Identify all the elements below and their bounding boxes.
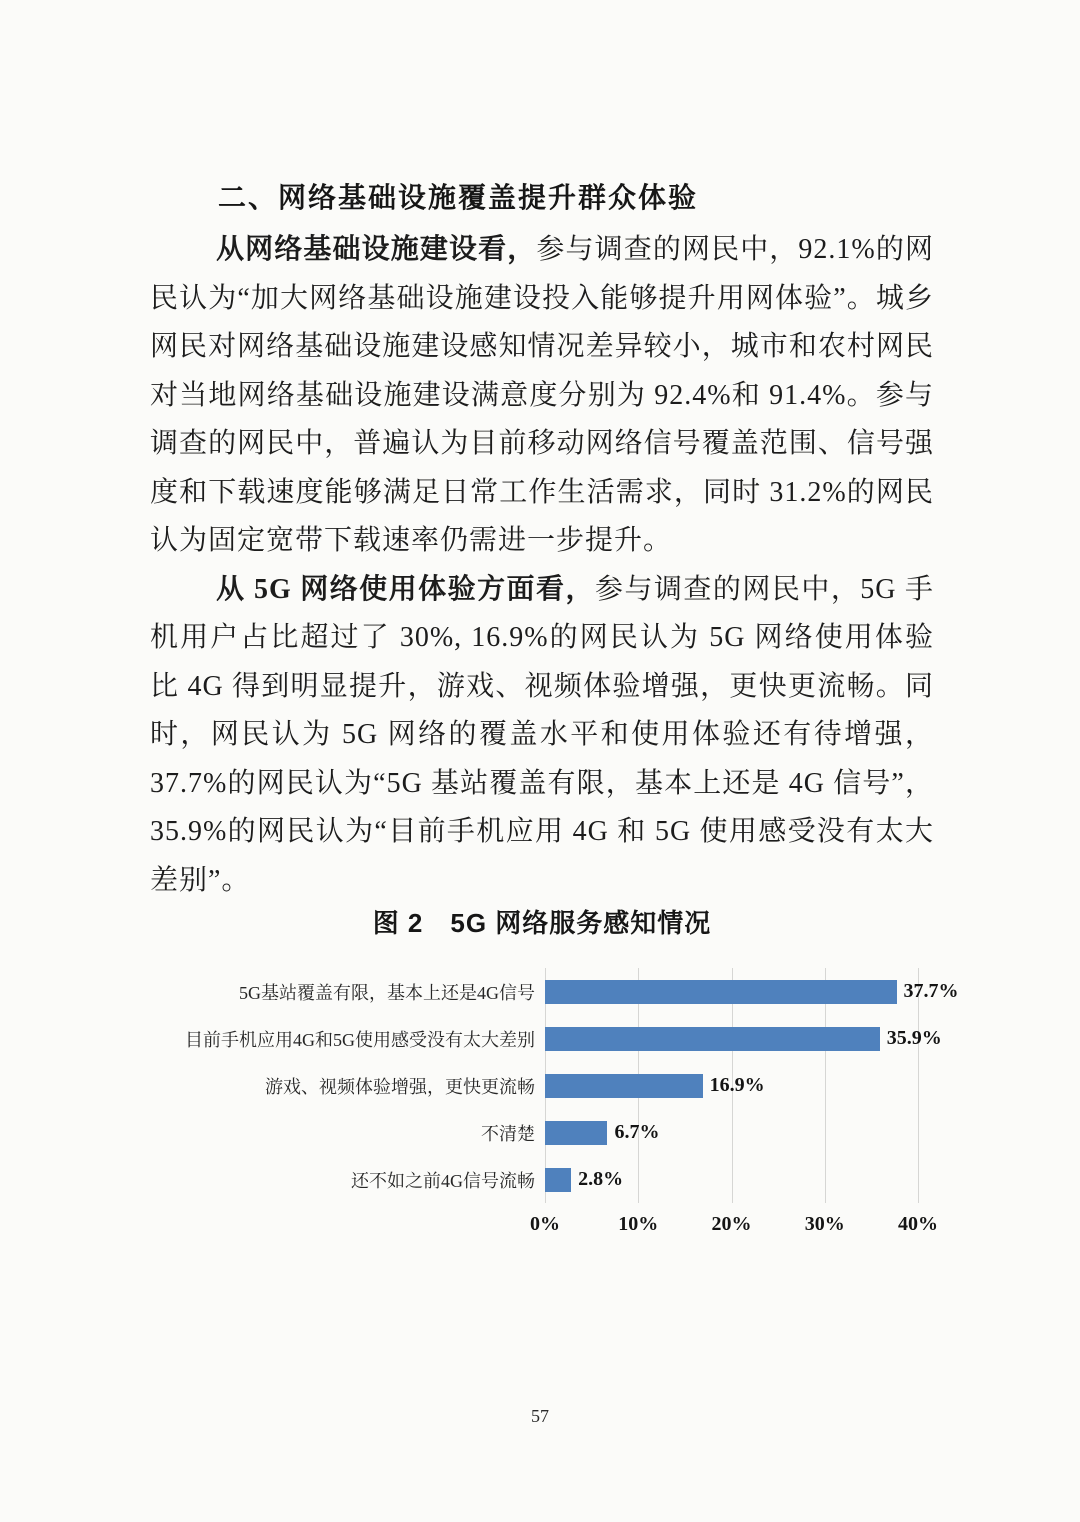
paragraph-lead: 从网络基础设施建设看， (216, 234, 537, 265)
chart-bar-track (545, 1015, 942, 1062)
chart-bar (545, 980, 897, 1004)
chart-x-tick: 30% (804, 1213, 845, 1235)
chart-category-label: 游戏、视频体验增强，更快更流畅 (265, 1076, 535, 1097)
chart-row (170, 968, 1030, 1015)
paragraph-body: 参与调查的网民中，92.1%的网民认为“加大网络基础设施建设投入能够提升用网体验”。城乡网民对网络基础设施建设感知情况差异较小，城市和农村网民对当地网络基础设施建设满意度分别为 92.4%和 91.4%。参与调查的网民中，普遍认为目前移动网络信号覆盖范围、信号强度和下载速度能够满足日常工作生活需求，同时 31.2%的网民认为固定宽带下载速率仍需进一步提升。 (150, 234, 934, 556)
chart-value-label: 37.7% (903, 980, 959, 1002)
paragraph-network-infrastructure (150, 226, 934, 566)
chart-category-label: 不清楚 (481, 1123, 535, 1144)
chart-bar (545, 1074, 703, 1098)
chart-x-tick: 10% (618, 1213, 659, 1235)
chart-rows (170, 968, 1030, 1203)
chart-bar-track (545, 968, 959, 1015)
chart-category-label: 还不如之前4G信号流畅 (351, 1170, 535, 1191)
bar-chart-5g-perception (170, 968, 1030, 1239)
page-number: 57 (531, 1406, 549, 1426)
chart-x-axis (530, 1213, 938, 1239)
chart-bar-track (545, 1156, 918, 1203)
chart-value-label: 2.8% (578, 1168, 624, 1190)
chart-value-label: 35.9% (886, 1027, 942, 1049)
chart-bar-track (545, 1109, 918, 1156)
body-text (150, 226, 934, 905)
chart-x-tick: 40% (898, 1213, 938, 1235)
chart-bar (545, 1121, 607, 1145)
chart-bar (545, 1168, 571, 1192)
chart-x-tick: 20% (711, 1213, 752, 1235)
chart-row (170, 1109, 1030, 1156)
chart-bar-track (545, 1062, 918, 1109)
chart-category-label: 目前手机应用4G和5G使用感受没有太大差别 (185, 1029, 535, 1050)
chart-x-tick: 0% (530, 1213, 560, 1235)
section-heading: 二、网络基础设施覆盖提升群众体验 (218, 182, 699, 213)
paragraph-body: 参与调查的网民中，5G 手机用户占比超过了 30%, 16.9%的网民认为 5G 网络使用体验比 4G 得到明显提升，游戏、视频体验增强，更快更流畅。同时，网民认为 5G 网络的覆盖水平和使用体验还有待增强，37.7%的网民认为“5G 基站覆盖有限，基本上还是 4G 信号”，35.9%的网民认为“目前手机应用 4G 和 5G 使用感受没有太大差别”。 (150, 573, 934, 896)
chart-row (170, 1015, 1030, 1062)
paragraph-lead: 从 5G 网络使用体验方面看， (216, 573, 595, 605)
chart-row (170, 1062, 1030, 1109)
chart-category-label: 5G基站覆盖有限，基本上还是4G信号 (239, 982, 535, 1003)
figure-caption: 图 2 5G 网络服务感知情况 (372, 908, 712, 938)
chart-value-label: 6.7% (614, 1121, 660, 1143)
chart-row (170, 1156, 1030, 1203)
paragraph-5g-experience (150, 566, 934, 906)
chart-value-label: 16.9% (709, 1074, 765, 1096)
chart-bar (545, 1027, 880, 1051)
